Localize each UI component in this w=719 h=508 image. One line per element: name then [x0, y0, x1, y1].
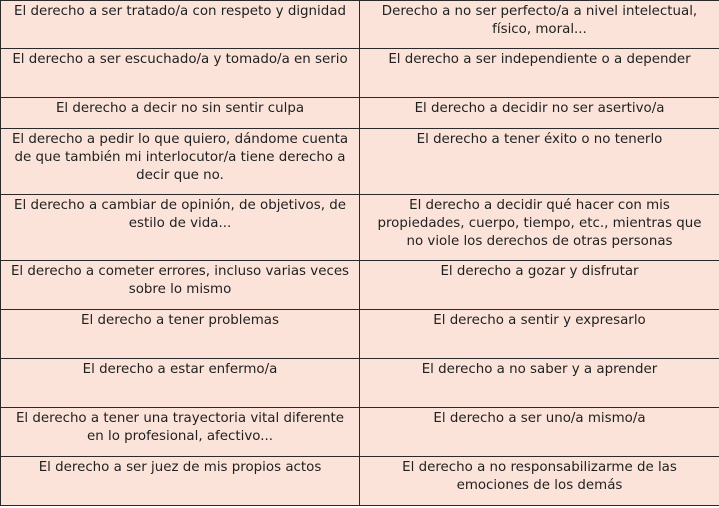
table-cell-left: El derecho a cometer errores, incluso varias veces sobre lo mismo [1, 261, 360, 310]
table-cell-right: Derecho a no ser perfecto/a a nivel intelectual, físico, moral... [360, 1, 719, 49]
table-cell-left: El derecho a ser escuchado/a y tomado/a en serio [1, 49, 360, 98]
table-row [1, 98, 719, 129]
table-cell-left: El derecho a cambiar de opinión, de objetivos, de estilo de vida... [1, 195, 360, 261]
table-cell-right: El derecho a ser independiente o a depender [360, 49, 719, 98]
table-cell-left: El derecho a tener problemas [1, 310, 360, 359]
table-row [1, 129, 719, 195]
table-cell-right: El derecho a decidir qué hacer con mis propiedades, cuerpo, tiempo, etc., mientras que no viole los derechos de otras personas [360, 195, 719, 261]
table-cell-left: El derecho a decir no sin sentir culpa [1, 98, 360, 129]
table-row [1, 261, 719, 310]
table-cell-left: El derecho a pedir lo que quiero, dándome cuenta de que también mi interlocutor/a tiene derecho a decir que no. [1, 129, 360, 195]
table-cell-right: El derecho a no saber y a aprender [360, 359, 719, 408]
table-row [1, 457, 719, 506]
table-cell-right: El derecho a gozar y disfrutar [360, 261, 719, 310]
table-cell-left: El derecho a ser juez de mis propios actos [1, 457, 360, 506]
table-cell-left: El derecho a estar enfermo/a [1, 359, 360, 408]
table-cell-left: El derecho a ser tratado/a con respeto y dignidad [1, 1, 360, 49]
table-row [1, 408, 719, 457]
table-cell-right: El derecho a decidir no ser asertivo/a [360, 98, 719, 129]
table-row [1, 195, 719, 261]
table-row [1, 359, 719, 408]
table-row [1, 310, 719, 359]
table-cell-right: El derecho a ser uno/a mismo/a [360, 408, 719, 457]
table-cell-right: El derecho a tener éxito o no tenerlo [360, 129, 719, 195]
table-cell-right: El derecho a no responsabilizarme de las emociones de los demás [360, 457, 719, 506]
table-cell-left: El derecho a tener una trayectoria vital diferente en lo profesional, afectivo... [1, 408, 360, 457]
table-row [1, 49, 719, 98]
table-cell-right: El derecho a sentir y expresarlo [360, 310, 719, 359]
table-row [1, 1, 719, 49]
